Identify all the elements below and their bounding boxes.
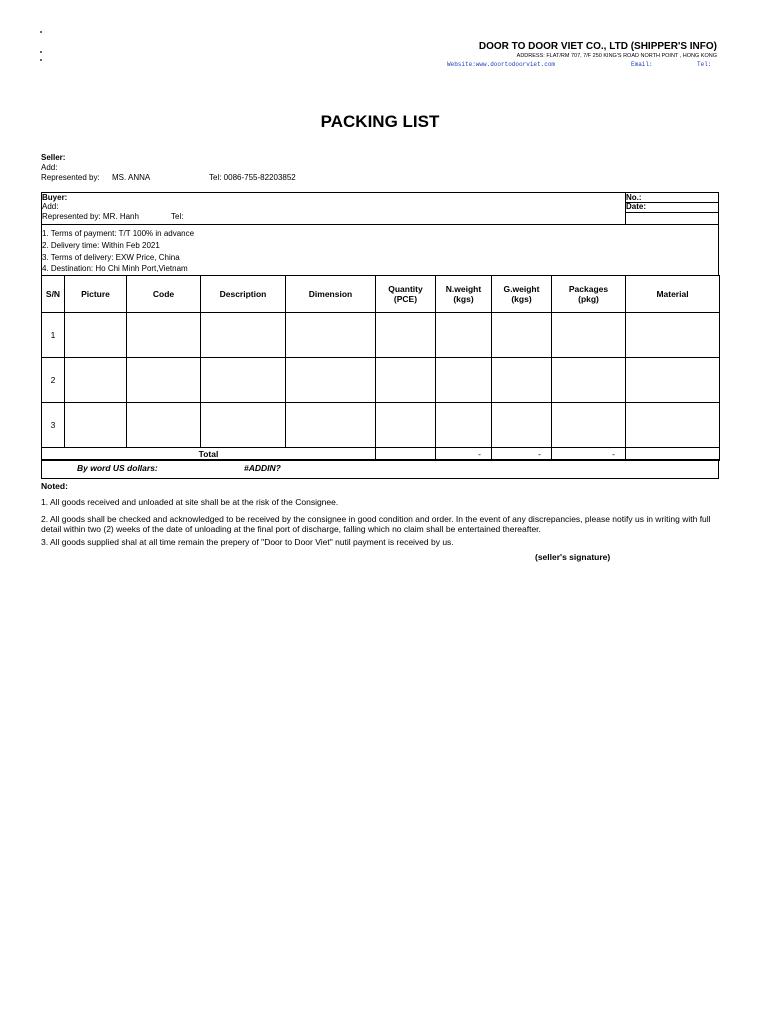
cell-nweight[interactable] [436, 313, 492, 358]
row-sn: 1 [42, 313, 65, 358]
buyer-divider [625, 212, 719, 213]
cell-dimension[interactable] [286, 313, 376, 358]
header-quantity-unit: (PCE) [393, 294, 418, 304]
document-title: PACKING LIST [320, 112, 440, 131]
buyer-label: Buyer: [42, 193, 68, 202]
page-mark [40, 59, 42, 61]
cell-nweight[interactable] [436, 403, 492, 448]
header-nweight-label: N.weight [445, 284, 482, 294]
doc-date-label: Date: [626, 202, 647, 211]
cell-material[interactable] [626, 403, 720, 448]
company-name: DOOR TO DOOR VIET CO., LTD (SHIPPER'S INFO) [478, 41, 717, 52]
noted-label: Noted: [41, 481, 68, 491]
cell-nweight[interactable] [436, 358, 492, 403]
packing-table [41, 275, 720, 461]
cell-code[interactable] [127, 403, 201, 448]
header-nweight [436, 276, 492, 313]
header-quantity [376, 276, 436, 313]
cell-quantity[interactable] [376, 358, 436, 403]
seller-add-label: Add: [41, 163, 58, 172]
buyer-add-label: Add: [42, 202, 59, 211]
header-gweight-unit: (kgs) [511, 294, 532, 304]
header-sn: S/N [42, 276, 65, 313]
header-quantity-label: Quantity [388, 284, 423, 294]
by-word-value: #ADDIN? [244, 463, 281, 473]
company-email-label: Email: [631, 61, 653, 68]
cell-description[interactable] [201, 403, 286, 448]
total-label: Total [42, 448, 376, 461]
page-mark [40, 51, 42, 53]
header-nweight-unit: (kgs) [453, 294, 474, 304]
header-gweight [492, 276, 552, 313]
cell-quantity[interactable] [376, 313, 436, 358]
total-gweight: - [492, 448, 552, 461]
cell-picture[interactable] [65, 358, 127, 403]
page-mark [40, 31, 42, 33]
doc-no-label: No.: [626, 193, 642, 202]
cell-gweight[interactable] [492, 313, 552, 358]
header-gweight-label: G.weight [503, 284, 540, 294]
table-row [42, 313, 720, 358]
header-packages-unit: (pkg) [578, 294, 599, 304]
cell-gweight[interactable] [492, 403, 552, 448]
seller-signature-label: (seller's signature) [535, 552, 611, 562]
cell-material[interactable] [626, 358, 720, 403]
buyer-tel-label: Tel: [171, 212, 184, 221]
cell-material[interactable] [626, 313, 720, 358]
term-payment: 1. Terms of payment: T/T 100% in advance [42, 229, 195, 238]
cell-gweight[interactable] [492, 358, 552, 403]
company-website[interactable]: Website:www.doortodoorviet.com [447, 61, 556, 68]
total-nweight: - [436, 448, 492, 461]
cell-description[interactable] [201, 313, 286, 358]
table-row [42, 358, 720, 403]
table-header-row [42, 276, 720, 313]
table-row [42, 403, 720, 448]
cell-code[interactable] [127, 313, 201, 358]
header-picture: Picture [65, 276, 127, 313]
company-address: ADDRESS: FLAT/RM 707, 7/F 250 KING'S ROAD NORTH POINT , HONG KONG [516, 53, 717, 59]
note-item: 2. All goods shall be checked and acknowledged to be received by the consignee in good condition and order. In the event of any discrepancies, please notify us in writing with full detail within two (2) weeks of the date of unloading at the final port of discharge, falling which no claim shall be entertained thereafter. [41, 514, 711, 534]
seller-label: Seller: [41, 153, 66, 162]
cell-dimension[interactable] [286, 358, 376, 403]
note-item: 3. All goods supplied shal at all time remain the prepery of "Door to Door Viet" nutil payment is received by us. [41, 537, 454, 547]
header-packages [552, 276, 626, 313]
term-delivery-terms: 3. Terms of delivery: EXW Price, China [42, 253, 180, 262]
total-packages: - [552, 448, 626, 461]
header-description: Description [201, 276, 286, 313]
seller-tel: Tel: 0086-755-82203852 [209, 173, 296, 182]
cell-dimension[interactable] [286, 403, 376, 448]
cell-packages[interactable] [552, 403, 626, 448]
row-sn: 3 [42, 403, 65, 448]
cell-picture[interactable] [65, 403, 127, 448]
note-item: 1. All goods received and unloaded at site shall be at the risk of the Consignee. [41, 497, 339, 507]
cell-picture[interactable] [65, 313, 127, 358]
cell-packages[interactable] [552, 313, 626, 358]
term-delivery-time: 2. Delivery time: Within Feb 2021 [42, 241, 160, 250]
cell-description[interactable] [201, 358, 286, 403]
cell-packages[interactable] [552, 358, 626, 403]
buyer-rep: Represented by: MR. Hanh [42, 212, 139, 221]
by-word-label: By word US dollars: [77, 463, 158, 473]
term-destination: 4. Destination: Ho Chi Minh Port,Vietnam [42, 264, 188, 273]
cell-quantity[interactable] [376, 403, 436, 448]
header-dimension: Dimension [286, 276, 376, 313]
header-packages-label: Packages [568, 284, 609, 294]
row-sn: 2 [42, 358, 65, 403]
seller-rep-label: Represented by: [41, 173, 100, 182]
seller-rep-name: MS. ANNA [112, 173, 151, 182]
header-code: Code [127, 276, 201, 313]
header-material: Material [626, 276, 720, 313]
buyer-box [41, 192, 719, 225]
company-tel-label: Tel: [697, 61, 712, 68]
cell-code[interactable] [127, 358, 201, 403]
